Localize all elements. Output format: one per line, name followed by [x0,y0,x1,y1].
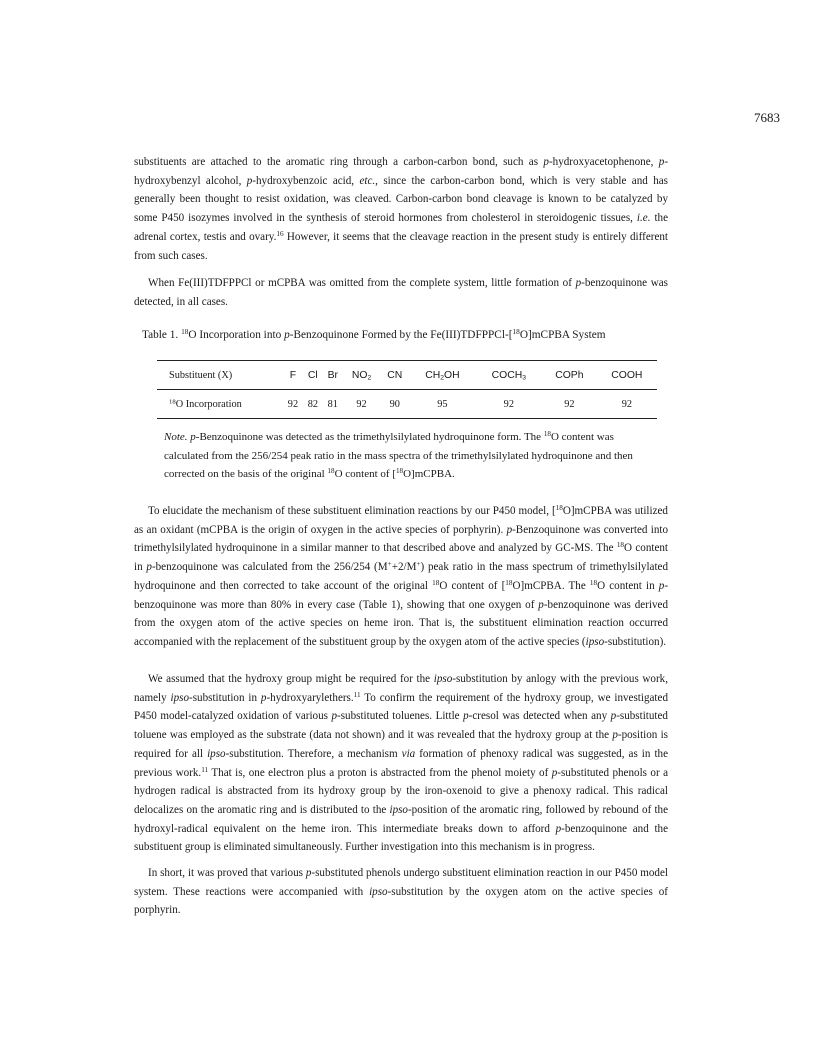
header-substituent-label: Substituent (X) [169,369,233,381]
paragraph-substituents: substituents are attached to the aromatic ring through a carbon-carbon bond, such as p-hydroxyacetophenone, p-hydroxybenzyl alcohol, p-hydroxybenzoic acid, etc., since the carbon-carbon bond, which is very stable and has generally been thought to resist oxidation, was cleaved. Carbon-carbon bond cleavage is known to be catalyzed by some P450 isozymes involved in the synthesis of steroid hormones from cholesterol in steroidogenic tissues, i.e. the adrenal cortex, testis and ovary.$^{16}$ However, it seems that the cleavage reaction in the present study is entirely different from such cases. [134,156,669,262]
table-cell: 95 [437,398,448,410]
header-cell: CN [387,369,403,381]
table-note: Note. p-Benzoquinone was detected as the trimethylsilylated hydroquinone form. The $^{18}$O content was calculated from the 256/254 peak ratio in the mass spectra of the trimethylsilylated hydroquinone and then corrected on the basis of the original $^{18}$O content of [$^{18}$O]mCPBA. [164,430,633,481]
table-cell: 92 [356,398,367,410]
paragraph-control-experiment: When Fe(III)TDFPPCl or mCPBA was omitted from the complete system, little formation of p-benzoquinone was detected, in all cases. [134,277,669,308]
page-number: 7683 [754,110,780,125]
paragraph-hydroxy-requirement: We assumed that the hydroxy group might be required for the ipso-substitution by anlogy with the previous work, namely ipso-substitution in p-hydroxyarylethers.$^{11}$ To confirm the requirement of the hydroxy group, we investigated P450 model-catalyzed oxidation of various p-substituted toluenes. Little p-cresol was detected when any p-substituted toluene was employed as the substrate (data not shown) and it was revealed that the hydroxy group at the p-position is required for all ipso-substitution. Therefore, a mechanism via formation of phenoxy radical was suggested, as in the previous work.$^{11}$ That is, one electron plus a proton is abstracted from the phenol moiety of p-substituted phenols or a hydrogen radical is abstracted from its hydroxy group by the iron-oxenoid to give a phenoxy radical. This radical delocalizes on the aromatic ring and is distributed to the ipso-position of the aromatic ring, followed by rebound of the hydroxyl-radical equivalent on the heme iron. This intermediate breaks down to afford p-benzoquinone and the substituent group is eliminated simultaneously. Further investigation into this mechanism is in progress. [134,673,668,854]
table-1 [157,360,657,419]
header-cell: Cl [307,369,318,381]
header-cell: $NO_2$ [351,369,372,381]
table-cell: 92 [503,398,514,410]
table-cell: 92 [564,398,575,410]
row-label-incorporation: $^{18}$O Incorporation [169,397,242,410]
header-cell: $COCH_3$ [491,369,526,381]
header-cell: F [289,369,297,381]
table-header-row [157,361,657,390]
reference-11: 11 [201,765,209,774]
reference-16: 16 [276,229,284,238]
table-cell: 90 [389,398,400,410]
header-cell: Br [327,369,338,381]
table-caption: Table 1. $^{18}$O Incorporation into p-Benzoquinone Formed by the Fe(III)TDFPPCl-[$^{18}$O]mCPBA System [142,326,606,341]
table-row [157,390,657,419]
paragraph-mechanism-labeling: To elucidate the mechanism of these substituent elimination reactions by our P450 model, [$^{18}$O]mCPBA was utilized as an oxidant (mCPBA is the origin of oxygen in the active species of porphyrin). p-Benzoquinone was converted into trimethylsilylated hydroquinone in a similar manner to that described above and analyzed by GC-MS. The $^{18}$O content in p-benzoquinone was calculated from the 256/254 (M++2/M+) peak ratio in the mass spectrum of trimethylsilylated hydroquinone and then corrected to take account of the original $^{18}$O content of [$^{18}$O]mCPBA. The $^{18}$O content in p-benzoquinone was more than 80% in every case (Table 1), showing that one oxygen of p-benzoquinone was derived from the oxygen atom of the active species on heme iron. That is, the substituent elimination reaction occurred accompanied with the replacement of the substituent group by the oxygen atom of the active species (ipso-substitution). [134,504,669,648]
header-cell: $CH_2OH$ [425,369,460,381]
table-cell: 82 [307,398,318,410]
table-cell: 81 [327,398,338,410]
header-cell: COPh [555,369,584,381]
table-cell: 92 [621,398,632,410]
reference-11: 11 [353,690,361,699]
header-cell: COOH [611,369,643,381]
paragraph-conclusion: In short, it was proved that various p-substituted phenols undergo substituent elimination reaction in our P450 model system. These reactions were accompanied with ipso-substitution by the oxygen atom on the active species of porphyrin. [134,867,668,917]
table-cell: 92 [287,398,299,410]
